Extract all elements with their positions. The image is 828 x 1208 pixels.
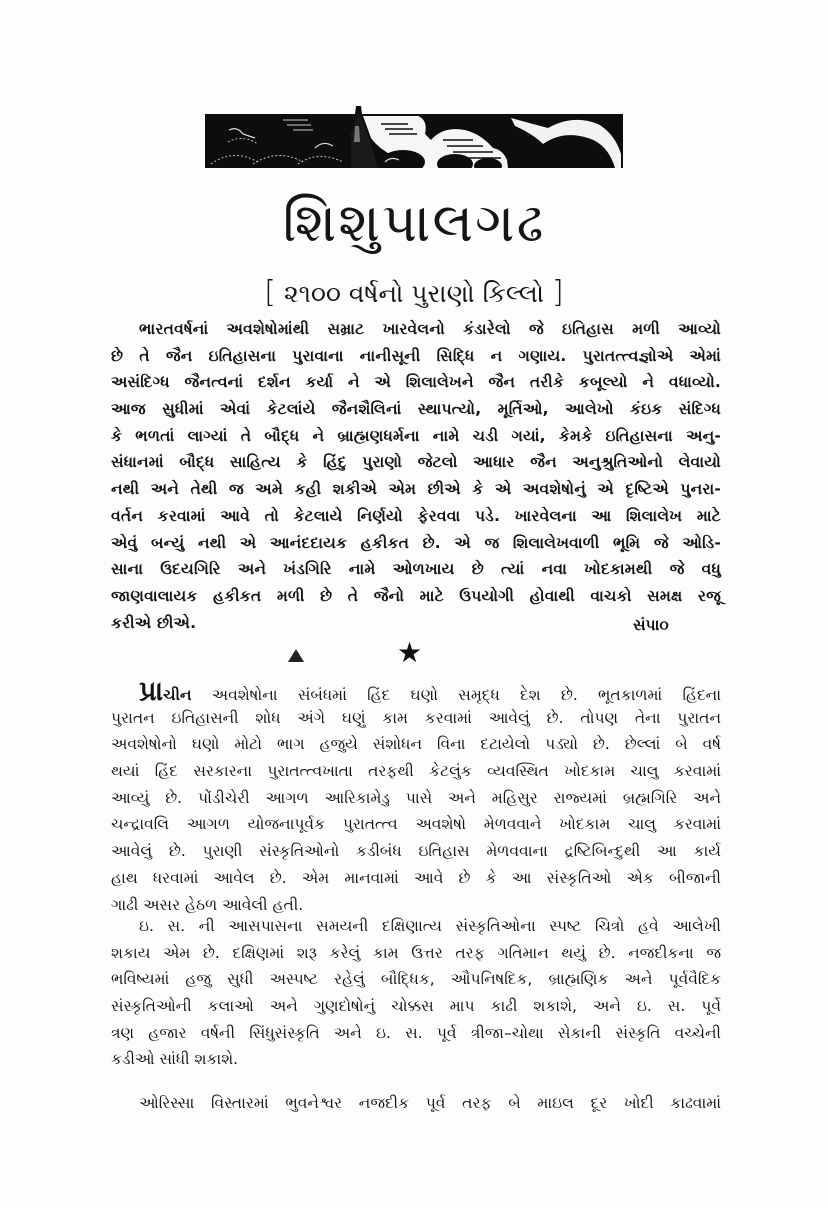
paragraph-line: ઓરિસ્સા વિસ્તારમાં ભુવનેશ્વર નજદીક પૂર્વ તરફ બે માઇલ દૂર ખોદી કાઢવામાં — [139, 1094, 721, 1112]
paragraph-line: શકાય એમ છે. દક્ષિણમાં શરૂ કરેલું કામ ઉત્તર તરફ ગતિમાન થયું છે. નજદીકના જ — [111, 943, 721, 962]
intro-line: સાના ઉદયગિરિ અને ખંડગિરિ નામે ઓળખાય છે ત્યાં નવા ખોદકામથી જે વધુ — [111, 560, 721, 579]
intro-line: અસંદિગ્ધ જૈનત્વનાં દર્શન કર્યા ને એ શિલાલેખને જૈન તરીકે કબૂલ્યો ને વધાવ્યો. — [111, 373, 721, 392]
banner-illustration-icon — [203, 104, 623, 168]
paragraph-line: આવ્યું છે. પોંડીચેરી આગળ આરિકામેડુ પાસે અને મહિસુર રાજ્યમાં બ્રહ્મગિરિ અને — [111, 788, 721, 807]
subtitle-close-bracket: ] — [551, 275, 564, 310]
paragraph-line: થયાં હિંદ સરકારના પુરાતત્ત્વખાતા તરફથી કેટલુંક વ્યવસ્થિત ખોદકામ ચાલુ કરવામાં — [111, 762, 721, 781]
paragraph-2 — [111, 913, 721, 1073]
triangle-icon — [288, 649, 304, 662]
paragraph-3 — [111, 1090, 721, 1117]
first-line-text: અવશેષોના સંબંધમાં હિંદ ઘણો સમૃદ્ધ દેશ છે. ભૂતકાળમાં હિંદના — [191, 686, 721, 704]
paragraph-1 — [111, 678, 721, 918]
paragraph-line: ઇ. સ. ની આસપાસના સમયની દક્ષિણાત્ય સંસ્કૃતિઓના સ્પષ્ટ ચિત્રો હવે આલેખી — [139, 917, 721, 935]
paragraph-line: ગાઢી અસર હેઠળ આવેલી હતી. — [111, 895, 304, 914]
paragraph-line — [111, 678, 721, 705]
page-subtitle — [0, 275, 828, 310]
intro-line: કે ભળતાં લાગ્યાં તે બૌદ્ધ ને બ્રાહ્મણધર્મના નામે ચડી ગયાં, કેમકે ઇતિહાસના અનુ- — [111, 426, 721, 445]
star-icon: ★ — [397, 636, 423, 669]
intro-line: નથી અને તેથી જ અમે કહી શકીએ એમ છીએ કે એ અવશેષોનું એ દૃષ્ટિએ પુનરા- — [111, 480, 721, 499]
paragraph-line: કડીઓ સાંધી શકાશે. — [111, 1050, 239, 1069]
intro-line: એવું બન્યું નથી એ આનંદદાયક હકીકત છે. એ જ શિલાલેખવાળી ભૂમિ જે ઓડિ- — [111, 533, 721, 552]
section-divider — [0, 636, 828, 673]
subtitle-text: ૨૧૦૦ વર્ષનો પુરાણો કિલ્લો — [283, 279, 545, 308]
paragraph-line: આવેલું છે. પુરાણી સંસ્કૃતિઓનો કડીબંધ ઇતિહાસ મેળવવાના દ્રષ્ટિબિન્દુથી આ કાર્ય — [111, 842, 721, 861]
paragraph-line: હાથ ધરવામાં આવેલ છે. એમ માનવામાં આવે છે કે આ સંસ્કૃતિઓ એક બીજાની — [111, 868, 721, 887]
page-title: શિશુપાલગઢ — [282, 191, 546, 254]
editorial-intro — [111, 316, 721, 636]
intro-line: છે તે જૈન ઇતિહાસના પુરાવાના નાનીસૂની સિદ્ધિ ન ગણાય. પુરાતત્ત્વજ્ઞોએ એમાં — [111, 346, 721, 365]
intro-line: કરીએ છીએ. — [111, 613, 197, 632]
editor-signature: સંપા૦ — [633, 616, 669, 634]
temple-landscape-illustration — [203, 104, 623, 168]
intro-line: આજ સુધીમાં એવાં કેટલાંયે જૈનશૈલિનાં સ્થાપત્યો, મૂર્તિઓ, આલેખો કંઇક સંદિગ્ધ — [111, 400, 721, 419]
intro-line: ભારતવર્ષનાં અવશેષોમાંથી સમ્રાટ ખારવેલનો કંડારેલો જે ઇતિહાસ મળી આવ્યો — [139, 320, 721, 338]
paragraph-line: અવશેષોનો ઘણો મોટો ભાગ હજુયે સંશોધન વિના દટાયેલો પડ્યો છે. છેલ્લાં બે વર્ષ — [111, 735, 721, 754]
paragraph-line: ભવિષ્યમાં હજુ સુધી અસ્પષ્ટ રહેલું બૌદ્ધિક, ઔપનિષદિક, બ્રાહ્મણિક અને પૂર્વવૈદિક — [111, 970, 721, 989]
intro-line: જાણવાલાયક હકીકત મળી છે તે જૈનો માટે ઉપયોગી હોવાથી વાચકો સમક્ષ રજૂ — [111, 586, 721, 605]
lead-word: ચીન — [163, 686, 192, 704]
paragraph-line: સંસ્કૃતિઓની કલાઓ અને ગુણદોષોનું ચોક્કસ માપ કાઢી શકાશે, અને ઇ. સ. પૂર્વે — [111, 997, 721, 1016]
paragraph-line: ત્રણ હજાર વર્ષની સિંધુસંસ્કૃતિ અને ઇ. સ. પૂર્વ ત્રીજા–ચોથા સેકાની સંસ્કૃતિ વચ્ચેની — [111, 1023, 721, 1042]
subtitle-open-bracket: [ — [264, 275, 276, 310]
intro-line: વર્તન કરવામાં આવે તો કેટલાયે નિર્ણયો ફેરવવા પડે. ખારવેલના આ શિલાલેખ માટે — [111, 506, 721, 525]
intro-line: સંધાનમાં બૌદ્ધ સાહિત્ય કે હિંદુ પુરાણો જેટલો આધાર જૈન અનુશ્રુતિઓનો લેવાયો — [111, 453, 721, 472]
paragraph-line: ચન્દ્રાવલિ આગળ યોજનાપૂર્વક પુરાતત્ત્વ અવશેષો મેળવવાને ખોદકામ ચાલુ કરવામાં — [111, 815, 721, 834]
dropcap: પ્રા — [139, 676, 164, 707]
paragraph-line: પુરાતન ઇતિહાસની શોધ અંગે ઘણું કામ કરવામાં આવેલું છે. તોપણ તેના પુરાતન — [111, 708, 721, 727]
